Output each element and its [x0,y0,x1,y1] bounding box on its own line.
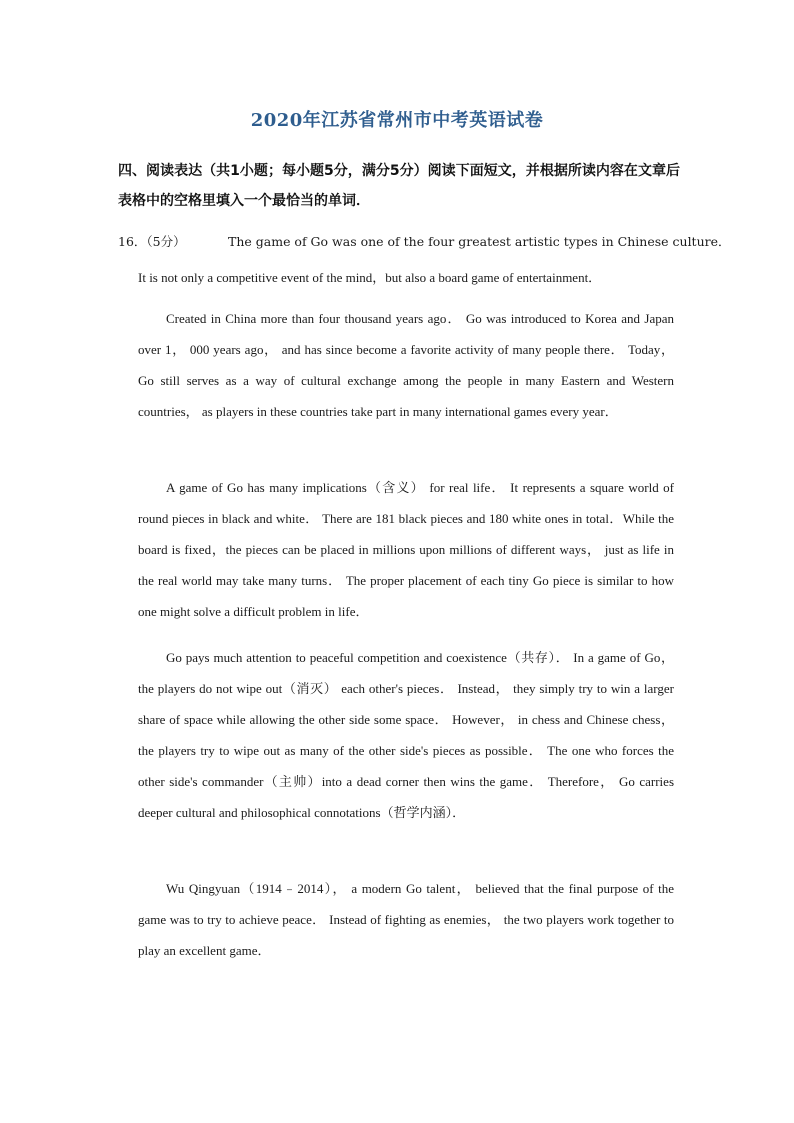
paragraph-implications: A game of Go has many implications（含义） for real life． It represents a square world of round pieces in black and white． There are 181 black pieces and 180 white ones in total．While the board is fixed，the pieces can be placed in millions upon millions of different ways， just as life in the real world may take many turns． The proper placement of each tiny Go piece is similar to how one might solve a difficult problem in life． [138,480,674,619]
question-line [118,230,731,254]
paragraph-coexistence: Go pays much attention to peaceful competition and coexistence（共存）． In a game of Go， the players do not wipe out（消灭） each other's pieces． Instead， they simply try to win a larger share of space while allowing the other side some space． However， in chess and Chinese chess， the players try to wipe out as many of the other side's pieces as possible． The one who forces the other side's commander（主帅）into a dead corner then wins the game． Therefore， Go carries deeper cultural and philosophical connotations（哲学内涵）． [138,650,674,820]
section-heading: 四、阅读表达（共1小题；每小题5分，满分5分）阅读下面短文，并根据所读内容在文章后表格中的空格里填入一个最恰当的单词． [118,163,680,209]
question-first-line: The game of Go was one of the four greatest artistic types in Chinese culture． [228,234,731,249]
question-number: 16．（5分） [118,234,186,249]
paragraph-intro-continuation: It is not only a competitive event of the mind，but also a board game of entertainment． [138,270,602,285]
paragraph-history: Created in China more than four thousand years ago． Go was introduced to Korea and Japan over 1， 000 years ago， and has since become a favorite activity of many people there． Today， Go still serves as a way of cultural exchange among the people in many Eastern and Western countries， as players in these countries take part in many international games every year． [138,311,674,419]
page-title: 2020年江苏省常州市中考英语试卷 [250,110,544,131]
paragraph-wu-qingyuan: Wu Qingyuan（1914﹣2014）， a modern Go talent， believed that the final purpose of the game was to try to achieve peace． Instead of fighting as enemies， the two players work together to play an excellent game． [138,881,674,958]
